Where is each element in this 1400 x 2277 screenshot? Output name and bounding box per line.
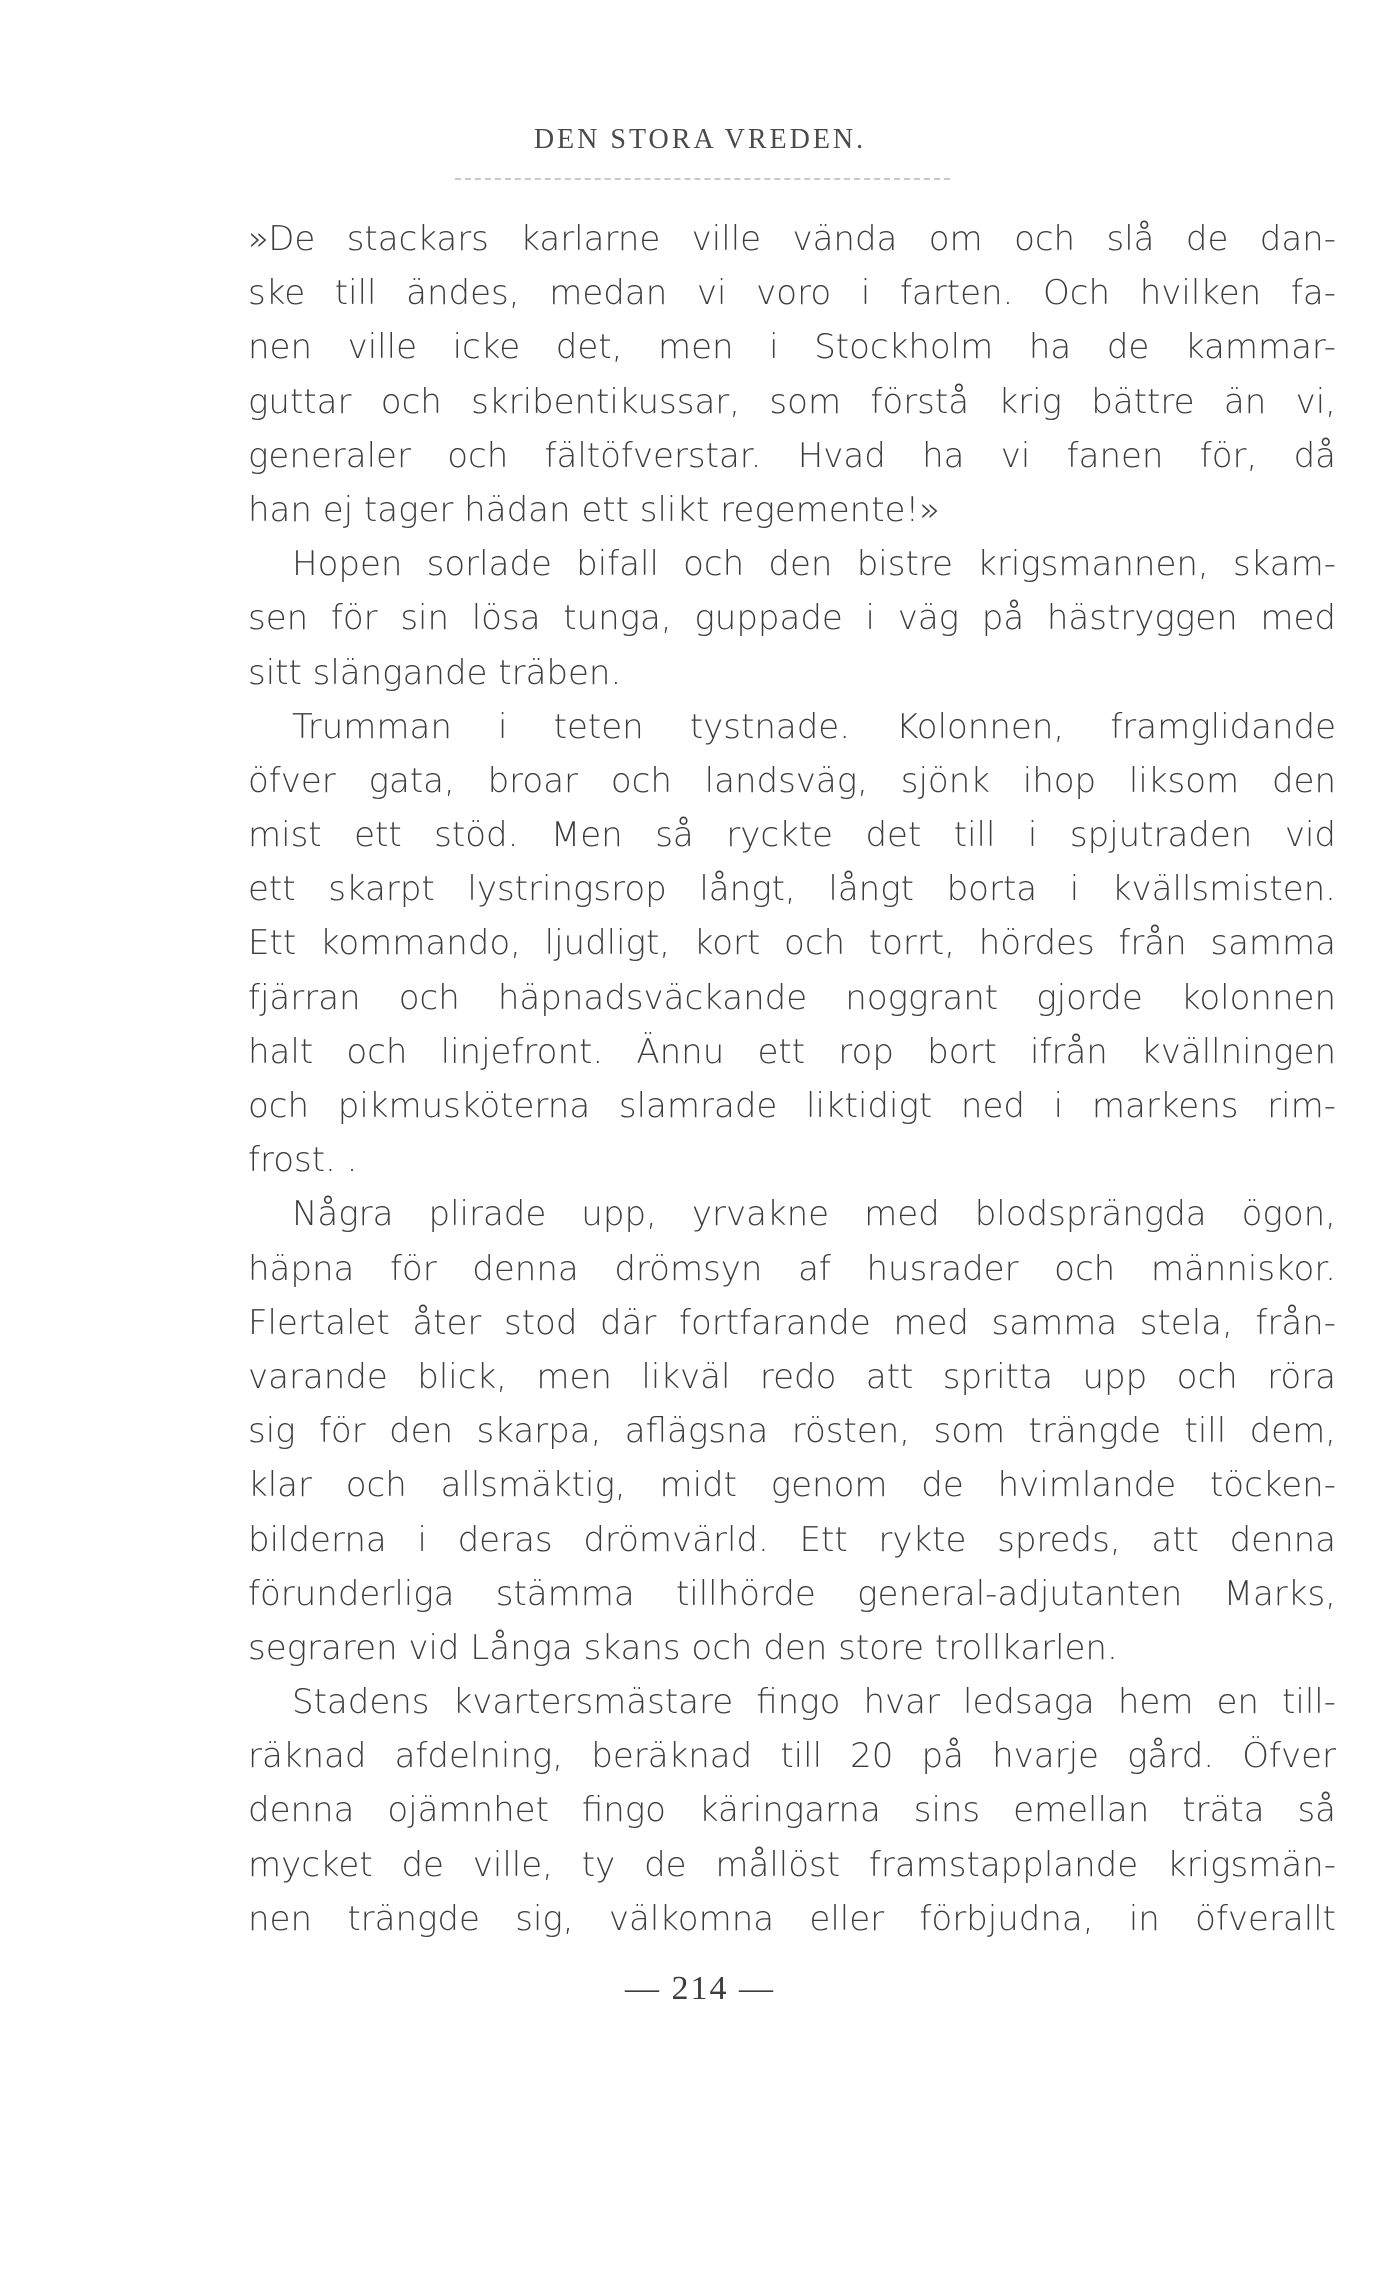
text-line: öfver gata, broar och landsväg, sjönk ihop liksom den bbox=[248, 760, 1336, 801]
text-line: sitt slängande träben. bbox=[248, 652, 622, 693]
text-line: Hopen sorlade bifall och den bistre krigsmannen, skam- bbox=[292, 544, 1336, 585]
body-text bbox=[248, 212, 1336, 1946]
text-line: guttar och skribentikussar, som förstå krig bättre än vi, bbox=[248, 381, 1336, 422]
text-line: förunderliga stämma tillhörde general-adjutanten Marks, bbox=[248, 1573, 1336, 1614]
text-line: »De stackars karlarne ville vända om och slå de dan- bbox=[248, 219, 1336, 259]
text-line: han ej tager hädan ett slikt regemente!» bbox=[248, 489, 940, 530]
text-line: mist ett stöd. Men så ryckte det till i spjutraden vid bbox=[248, 815, 1336, 856]
text-line: Flertalet åter stod där fortfarande med samma stela, från- bbox=[248, 1302, 1336, 1343]
text-line: bilderna i deras drömvärld. Ett rykte spreds, att denna bbox=[248, 1519, 1336, 1560]
text-line: denna ojämnhet fingo käringarna sins emellan träta så bbox=[248, 1790, 1336, 1831]
text-line: sen för sin lösa tunga, guppade i väg på hästryggen med bbox=[248, 598, 1336, 639]
text-line: Stadens kvartersmästare fingo hvar ledsaga hem en till- bbox=[292, 1682, 1336, 1723]
text-line: nen trängde sig, välkomna eller förbjudna, in öfverallt bbox=[248, 1898, 1336, 1939]
page-number: — 214 — bbox=[625, 1970, 775, 2007]
text-line: häpna för denna drömsyn af husrader och människor. bbox=[248, 1248, 1336, 1289]
text-line: segraren vid Långa skans och den store trollkarlen. bbox=[248, 1627, 1118, 1668]
text-line: fjärran och häpnadsväckande noggrant gjorde kolonnen bbox=[248, 977, 1336, 1018]
text-line: räknad afdelning, beräknad till 20 på hvarje gård. Öfver bbox=[248, 1736, 1336, 1777]
text-line: ett skarpt lystringsrop långt, långt borta i kvällsmisten. bbox=[248, 869, 1336, 910]
text-line: ske till ändes, medan vi voro i farten. Och hvilken fa- bbox=[248, 273, 1336, 314]
text-line: nen ville icke det, men i Stockholm ha de kammar- bbox=[248, 327, 1336, 368]
running-head: DEN STORA VREDEN. bbox=[533, 124, 867, 155]
text-line: varande blick, men likväl redo att spritta upp och röra bbox=[248, 1356, 1336, 1397]
header-rule bbox=[455, 178, 950, 180]
text-line: och pikmusköterna slamrade liktidigt ned i markens rim- bbox=[248, 1086, 1336, 1126]
text-line: Några plirade upp, yrvakne med blodsprängda ögon, bbox=[292, 1194, 1336, 1235]
text-line: halt och linjefront. Ännu ett rop bort ifrån kvällningen bbox=[248, 1031, 1336, 1072]
text-line: klar och allsmäktig, midt genom de hvimlande töcken- bbox=[248, 1465, 1336, 1506]
text-line: generaler och fältöfverstar. Hvad ha vi fanen för, då bbox=[248, 435, 1336, 476]
text-line: Trumman i teten tystnade. Kolonnen, framglidande bbox=[292, 706, 1336, 747]
text-line: Ett kommando, ljudligt, kort och torrt, hördes från samma bbox=[248, 923, 1336, 964]
text-line: mycket de ville, ty de mållöst framstapplande krigsmän- bbox=[248, 1844, 1336, 1885]
text-line: sig för den skarpa, aflägsna rösten, som trängde till dem, bbox=[248, 1411, 1336, 1452]
text-line: frost. . bbox=[248, 1140, 358, 1181]
